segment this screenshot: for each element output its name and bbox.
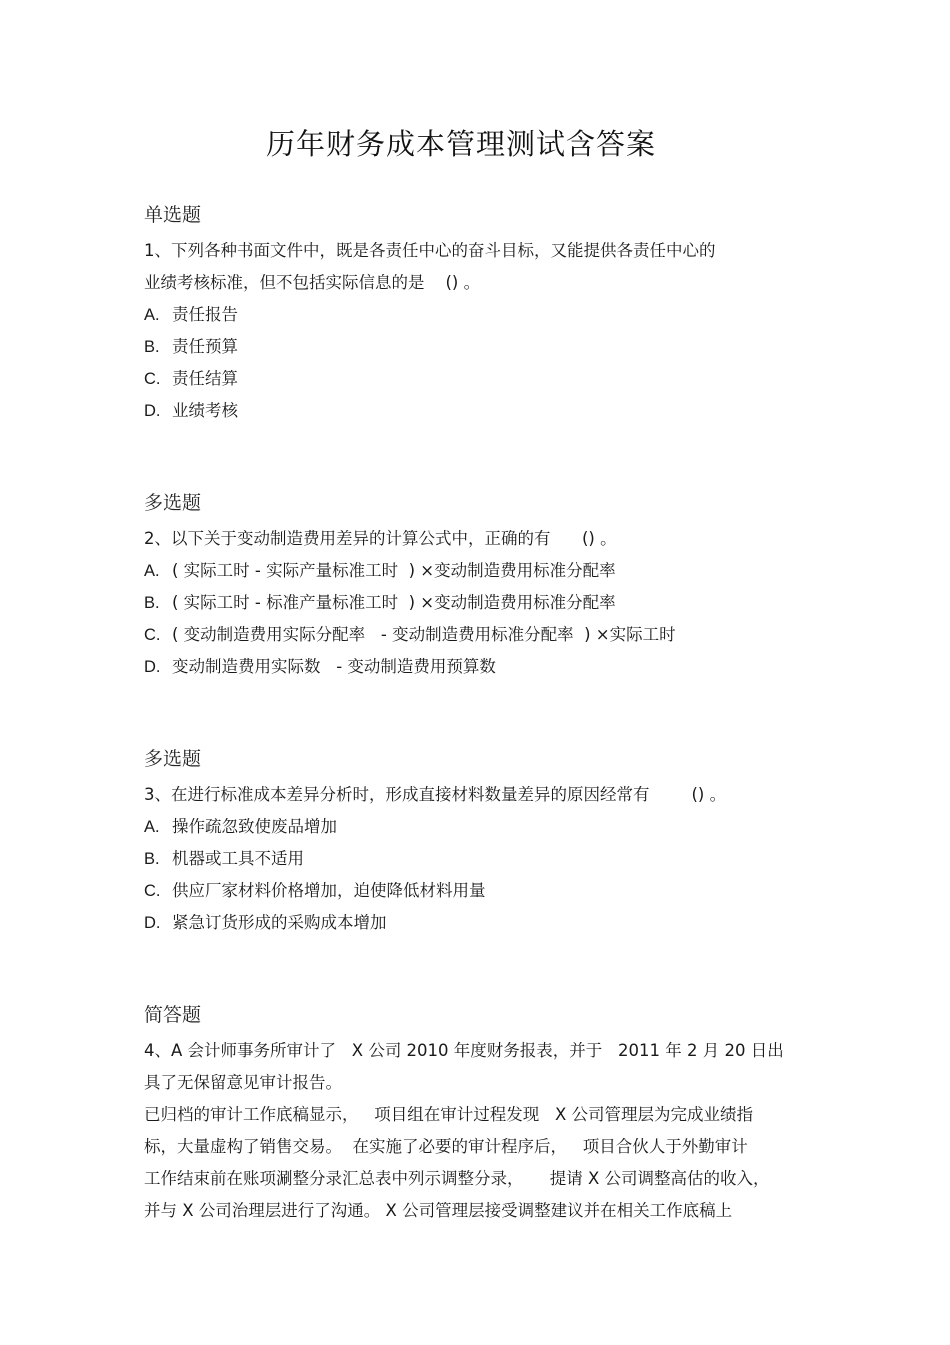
question-stem-line: 2、以下关于变动制造费用差异的计算公式中，正确的有 () 。 xyxy=(144,529,617,548)
option-letter: B. xyxy=(144,594,160,612)
option-c xyxy=(144,875,814,907)
option-c xyxy=(144,619,814,651)
option-c xyxy=(144,363,814,395)
option-letter: B. xyxy=(144,850,160,868)
option-d xyxy=(144,395,814,427)
option-letter: D. xyxy=(144,658,161,676)
question-stem xyxy=(144,779,814,811)
option-letter: D. xyxy=(144,914,161,932)
section-heading: 单选题 xyxy=(144,204,202,226)
section-heading: 多选题 xyxy=(144,492,202,514)
question-1 xyxy=(144,201,814,427)
option-list xyxy=(144,555,814,683)
case-text-line: 工作结束前在账项涮整分录汇总表中列示调整分录， 提请 X 公司调整高估的收入， xyxy=(144,1169,770,1188)
option-a xyxy=(144,299,814,331)
option-text: 机器或工具不适用 xyxy=(172,849,304,868)
case-text xyxy=(144,1035,824,1227)
option-letter: C. xyxy=(144,370,161,388)
option-list xyxy=(144,811,814,939)
option-text: ( 实际工时 - 标准产量标准工时 ) ×变动制造费用标准分配率 xyxy=(172,593,616,612)
option-text: 业绩考核 xyxy=(172,401,238,420)
option-text: ( 实际工时 - 实际产量标准工时 ) ×变动制造费用标准分配率 xyxy=(172,561,616,580)
option-a xyxy=(144,555,814,587)
option-text: 责任报告 xyxy=(172,305,238,324)
option-b xyxy=(144,331,814,363)
section-heading: 多选题 xyxy=(144,748,202,770)
document-title: 历年财务成本管理测试含答案 xyxy=(265,127,656,161)
option-letter: A. xyxy=(144,562,160,580)
case-text-line: 已归档的审计工作底稿显示， 项目组在审计过程发现 X 公司管理层为完成业绩指 xyxy=(144,1105,754,1124)
option-letter: D. xyxy=(144,402,161,420)
question-stem-line: 1、下列各种书面文件中，既是各责任中心的奋斗目标，又能提供各责任中心的 xyxy=(144,241,716,260)
case-text-line: 具了无保留意见审计报告。 xyxy=(144,1073,342,1092)
option-d xyxy=(144,651,814,683)
option-letter: A. xyxy=(144,818,160,836)
question-stem-line: 3、在进行标准成本差异分析时，形成直接材料数量差异的原因经常有 () 。 xyxy=(144,785,727,804)
option-text: 紧急订货形成的采购成本增加 xyxy=(172,913,387,932)
option-letter: C. xyxy=(144,626,161,644)
option-b xyxy=(144,587,814,619)
option-text: 操作疏忽致使废品增加 xyxy=(172,817,337,836)
question-stem xyxy=(144,235,814,299)
option-text: 责任预算 xyxy=(172,337,238,356)
question-3 xyxy=(144,745,814,939)
section-heading: 简答题 xyxy=(144,1004,202,1026)
option-text: 供应厂家材料价格增加，迫使降低材料用量 xyxy=(172,881,486,900)
question-stem-line: 业绩考核标准，但不包括实际信息的是 () 。 xyxy=(144,273,481,292)
option-letter: C. xyxy=(144,882,161,900)
case-text-line: 标，大量虚构了销售交易。 在实施了必要的审计程序后， 项目合伙人于外勤审计 xyxy=(144,1137,748,1156)
option-d xyxy=(144,907,814,939)
question-stem xyxy=(144,523,814,555)
option-letter: A. xyxy=(144,306,160,324)
case-text-line: 并与 X 公司治理层进行了沟通。 X 公司管理层接受调整建议并在相关工作底稿上 xyxy=(144,1201,733,1220)
option-letter: B. xyxy=(144,338,160,356)
question-4 xyxy=(144,1001,824,1227)
option-text: 变动制造费用实际数 - 变动制造费用预算数 xyxy=(172,657,496,676)
option-a xyxy=(144,811,814,843)
option-text: ( 变动制造费用实际分配率 - 变动制造费用标准分配率 ) ×实际工时 xyxy=(172,625,676,644)
question-2 xyxy=(144,489,814,683)
option-b xyxy=(144,843,814,875)
case-text-line: 4、A 会计师事务所审计了 X 公司 2010 年度财务报表，并于 2011 年 2 月 20 日出 xyxy=(144,1041,784,1060)
option-text: 责任结算 xyxy=(172,369,238,388)
option-list xyxy=(144,299,814,427)
